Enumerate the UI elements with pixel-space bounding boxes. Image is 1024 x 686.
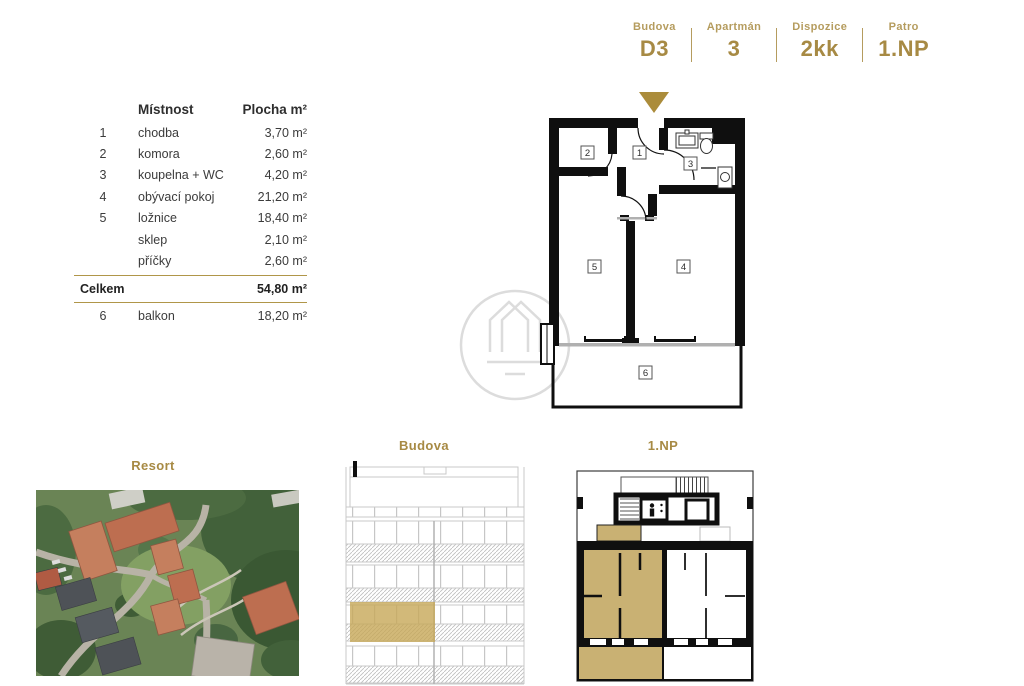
table-total-row	[74, 279, 307, 299]
unit-balcony-highlight	[578, 646, 663, 680]
column-area: Plocha m²	[242, 101, 307, 117]
unit-highlight-plan	[584, 550, 662, 638]
total-area: 54,80 m²	[256, 281, 307, 296]
room-label-6: 6	[642, 368, 649, 379]
room-label-1: 1	[636, 148, 643, 159]
gold-rule	[74, 302, 307, 303]
spec-layout-value: 2kk	[800, 35, 839, 61]
room-label-4: 4	[680, 262, 687, 273]
table-row: sklep 2,10 m²	[138, 232, 307, 247]
table-row: 4 obývací pokoj 21,20 m²	[99, 189, 307, 204]
room-label-5: 5	[591, 262, 598, 273]
spec-layout-label: Dispozice	[792, 20, 848, 33]
storey-plan	[573, 468, 755, 684]
table-row: 3 koupelna + WC 4,20 m²	[99, 168, 307, 183]
table-row: 2 komora 2,60 m²	[99, 147, 307, 162]
stairs	[620, 499, 639, 519]
floor-panel-title: 1.NP	[647, 438, 679, 453]
spec-apartment-value: 3	[727, 35, 741, 61]
window	[541, 324, 554, 364]
gold-rule	[74, 275, 307, 276]
spec-apartment	[692, 21, 777, 62]
spec-strip	[618, 20, 944, 62]
total-label: Celkem	[80, 281, 125, 296]
room-label-3: 3	[687, 159, 694, 170]
elevator-person-icon	[650, 503, 663, 516]
toilet-icon	[700, 133, 713, 154]
stair-core	[616, 477, 717, 523]
unit-highlight-elevation	[350, 602, 435, 642]
table-row: příčky 2,60 m²	[138, 254, 307, 269]
room-label-2: 2	[584, 148, 591, 159]
table-row: 1 chodba 3,70 m²	[99, 125, 307, 140]
elevation-marker	[353, 461, 357, 477]
glass-lines	[559, 217, 735, 347]
spec-floor-label: Patro	[888, 20, 919, 33]
unit-floorplan	[536, 88, 750, 418]
spec-floor-value: 1.NP	[878, 35, 930, 61]
spec-building-label: Budova	[633, 20, 676, 33]
spec-apartment-label: Apartmán	[706, 20, 762, 33]
spec-building-value: D3	[639, 35, 669, 61]
resort-aerial-photo	[36, 490, 299, 676]
table-row-balcony: 6 balkon 18,20 m²	[99, 309, 307, 324]
unit-storage-highlight	[597, 525, 641, 541]
spec-building	[618, 21, 691, 62]
sink-icon	[676, 130, 698, 148]
spec-floor	[863, 21, 944, 62]
neighbor-unit-walls	[685, 553, 745, 638]
table-row: 5 ložnice 18,40 m²	[99, 211, 307, 226]
resort-panel-title: Resort	[131, 458, 175, 473]
spec-layout	[777, 21, 862, 62]
room-area-table	[74, 96, 307, 327]
building-elevation	[340, 458, 530, 686]
table-header-row	[74, 96, 307, 122]
entrance-arrow-icon	[639, 92, 669, 113]
building-panel-title: Budova	[398, 438, 450, 453]
washing-machine-icon	[701, 167, 732, 188]
column-room: Místnost	[138, 101, 194, 117]
walls	[549, 118, 745, 346]
